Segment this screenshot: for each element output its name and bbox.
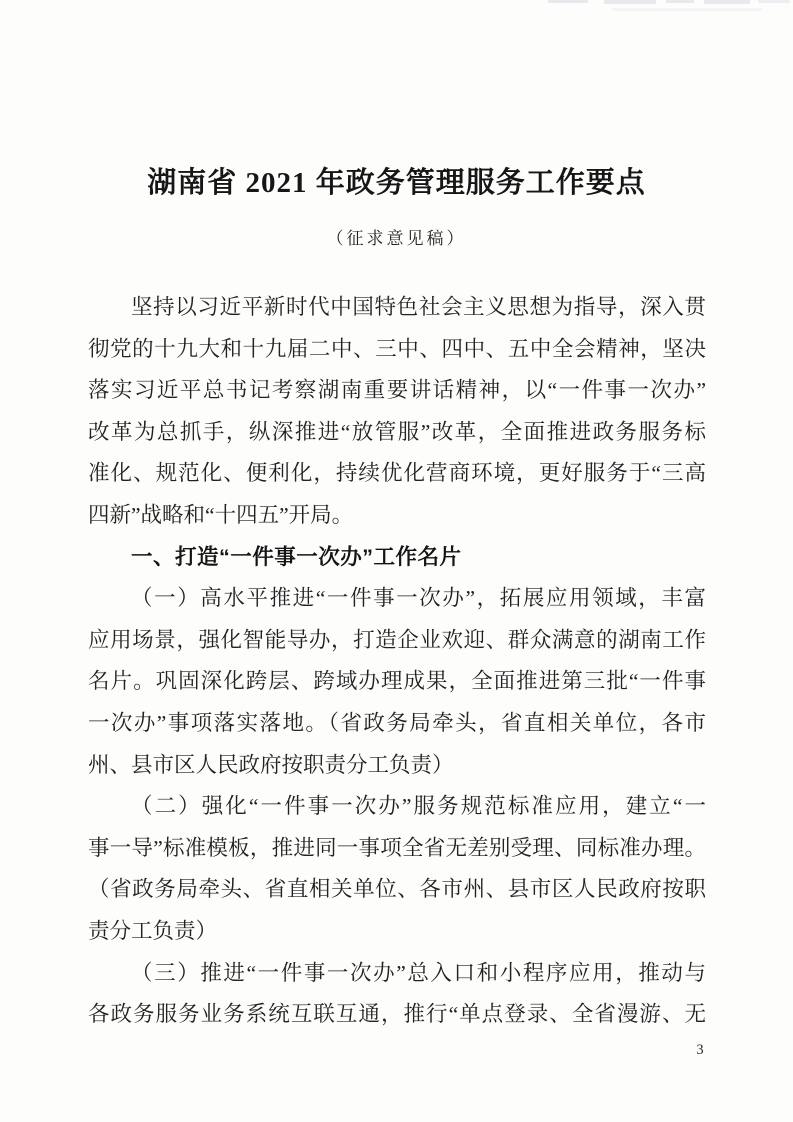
scan-artifact [604, 0, 656, 4]
scan-artifact [548, 0, 588, 3]
scan-artifact [704, 0, 750, 4]
document-subtitle: （征求意见稿） [326, 229, 467, 248]
text-line: （省政务局牵头、省直相关单位、各市州、县市区人民政府按职 [88, 877, 706, 902]
text-line: 应用场景，强化智能导办，打造企业欢迎、群众满意的湖南工作 [88, 627, 706, 652]
text-line: 准化、规范化、便利化，持续优化营商环境，更好服务于“三高 [88, 461, 706, 486]
text-line: 各政务服务业务系统互联互通，推行“单点登录、全省漫游、无 [88, 1002, 706, 1027]
text-line: 责分工负责） [88, 918, 218, 943]
text-line: （二）强化“一件事一次办”服务规范标准应用，建立“一 [131, 794, 706, 819]
text-line: 名片。巩固深化跨层、跨域办理成果，全面推进第三批“一件事 [88, 669, 706, 694]
text-line: 彻党的十九大和十九届二中、三中、四中、五中全会精神，坚决 [88, 336, 706, 361]
text-line: （三）推进“一件事一次办”总入口和小程序应用，推动与 [131, 960, 706, 985]
text-line: 坚持以习近平新时代中国特色社会主义思想为指导，深入贯 [131, 295, 706, 319]
text-line: 事一导”标准模板，推进同一事项全省无差别受理、同标准办理。 [88, 835, 706, 860]
text-line: 改革为总抓手，纵深推进“放管服”改革，全面推进政务服务标 [88, 419, 706, 444]
scan-artifact [758, 0, 790, 3]
section-heading: 一、打造“一件事一次办”工作名片 [131, 544, 462, 569]
scan-artifact [666, 0, 694, 3]
text-line: 四新”战略和“十四五”开局。 [88, 502, 354, 527]
text-line: 一次办”事项落实落地。（省政务局牵头，省直相关单位，各市 [88, 710, 706, 735]
scan-artifact [612, 8, 762, 11]
document-body [88, 287, 706, 1036]
text-line: 落实习近平总书记考察湖南重要讲话精神，以“一件事一次办” [88, 378, 706, 403]
document-title: 湖南省 2021 年政务管理服务工作要点 [147, 167, 646, 199]
page-number: 3 [696, 1042, 704, 1058]
text-line: （一）高水平推进“一件事一次办”，拓展应用领域，丰富 [131, 586, 706, 611]
text-line: 州、县市区人民政府按职责分工负责） [88, 752, 454, 777]
